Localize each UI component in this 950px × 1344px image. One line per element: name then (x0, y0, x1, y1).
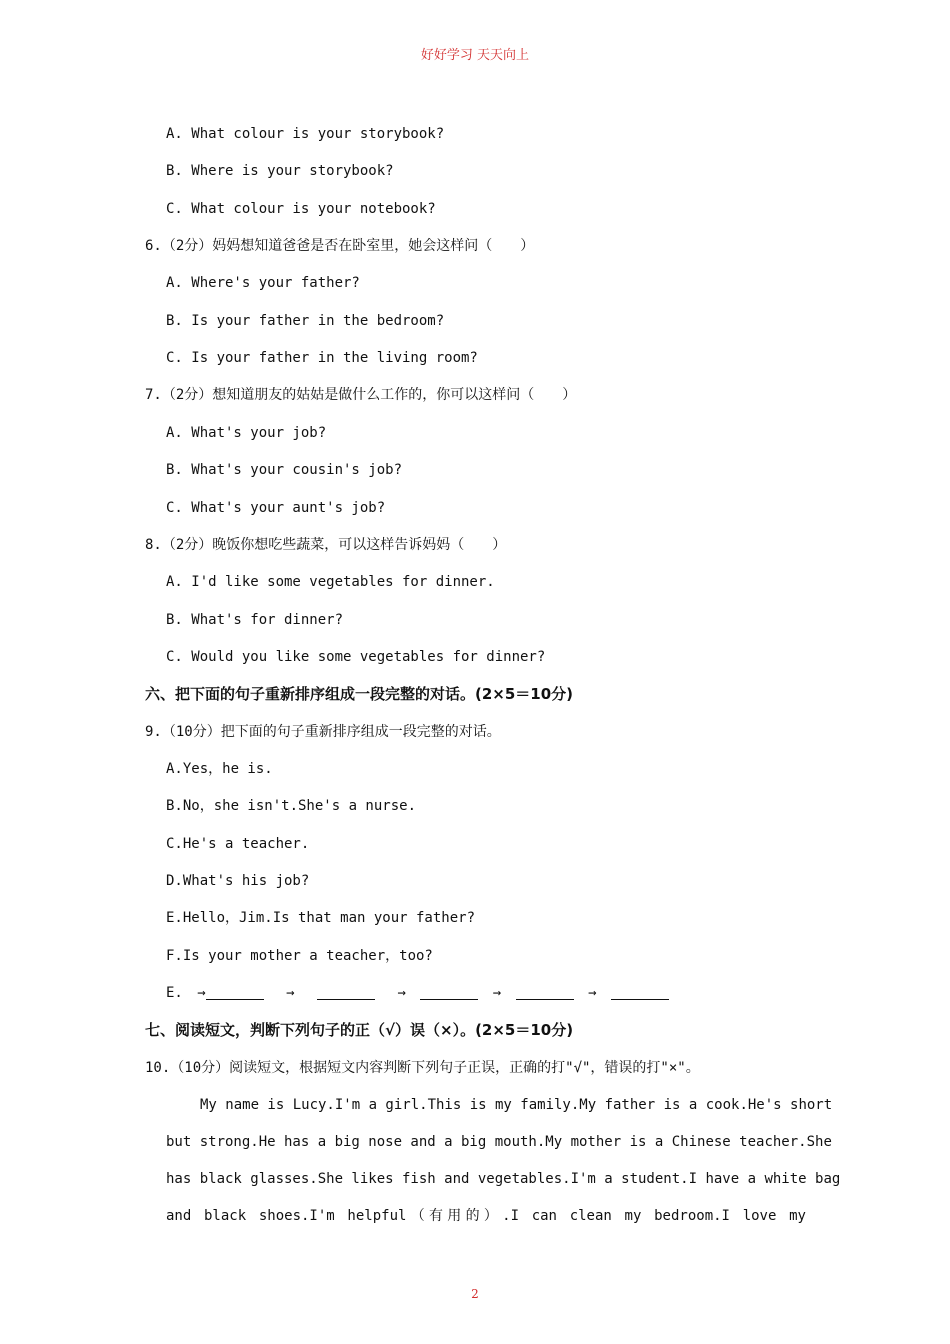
passage-line: but strong.He has a big nose and a big mouth.My mother is a Chinese teacher.She (166, 1134, 832, 1150)
arrow-icon: → (286, 985, 295, 1001)
reading-passage (166, 1095, 841, 1243)
q7-option-c: C. What's your aunt's job? (166, 500, 386, 516)
q6-option-c: C. Is your father in the living room? (166, 350, 478, 366)
q9-option-e: E.Hello，Jim.Is that man your father? (166, 910, 476, 926)
q7-stem: 7.（2分）想知道朋友的姑姑是做什么工作的，你可以这样问（ ） (145, 387, 577, 403)
answer-blank-3[interactable] (420, 985, 478, 1000)
passage-line: has black glasses.She likes fish and vegetables.I'm a student.I have a white bag (166, 1171, 841, 1187)
arrow-icon: → (197, 985, 206, 1001)
answer-blank-2[interactable] (317, 985, 375, 1000)
q5-option-c: C. What colour is your notebook? (166, 201, 436, 217)
q8-option-c: C. Would you like some vegetables for dinner? (166, 649, 546, 665)
passage-line: My name is Lucy.I'm a girl.This is my family.My father is a cook.He's short (200, 1097, 833, 1113)
answer-blank-5[interactable] (611, 985, 669, 1000)
answer-blank-4[interactable] (516, 985, 574, 1000)
q8-option-b: B. What's for dinner? (166, 612, 344, 628)
q9-option-a: A.Yes，he is. (166, 761, 273, 777)
q8-option-a: A. I'd like some vegetables for dinner. (166, 574, 495, 590)
arrow-icon: → (588, 985, 597, 1001)
q5-option-b: B. Where is your storybook? (166, 163, 394, 179)
q9-option-c: C.He's a teacher. (166, 836, 310, 852)
q5-option-a: A. What colour is your storybook? (166, 126, 445, 142)
q8-stem: 8.（2分）晚饭你想吃些蔬菜，可以这样告诉妈妈（ ） (145, 537, 507, 553)
page-number: 2 (471, 1287, 479, 1301)
q9-option-f: F.Is your mother a teacher，too? (166, 948, 433, 964)
section-6-title: 六、把下面的句子重新排序组成一段完整的对话。(2×5＝10分) (145, 685, 574, 703)
answer-blank-1[interactable] (206, 985, 264, 1000)
q6-option-b: B. Is your father in the bedroom? (166, 313, 445, 329)
arrow-icon: → (397, 985, 406, 1001)
q7-option-b: B. What's your cousin's job? (166, 462, 403, 478)
page-header: 好好学习 天天向上 (420, 48, 530, 63)
answer-start-label: E. (166, 985, 183, 1001)
section-7-title: 七、阅读短文，判断下列句子的正（√）误（×）。(2×5＝10分) (145, 1021, 574, 1039)
arrow-icon: → (492, 985, 502, 1001)
q10-stem: 10.（10分）阅读短文，根据短文内容判断下列句子正误，正确的打"√"，错误的打"×"。 (145, 1060, 700, 1076)
q7-option-a: A. What's your job? (166, 425, 327, 441)
q6-stem: 6.（2分）妈妈想知道爸爸是否在卧室里，她会这样问（ ） (145, 238, 535, 254)
q9-answer-sequence (166, 983, 669, 1003)
passage-line: and black shoes.I'm helpful（有用的）.I can clean my bedroom.I love my (166, 1208, 806, 1224)
q6-option-a: A. Where's your father? (166, 275, 360, 291)
q9-stem: 9.（10分）把下面的句子重新排序组成一段完整的对话。 (145, 724, 501, 740)
q9-option-b: B.No，she isn't.She's a nurse. (166, 798, 417, 814)
q9-option-d: D.What's his job? (166, 873, 310, 889)
